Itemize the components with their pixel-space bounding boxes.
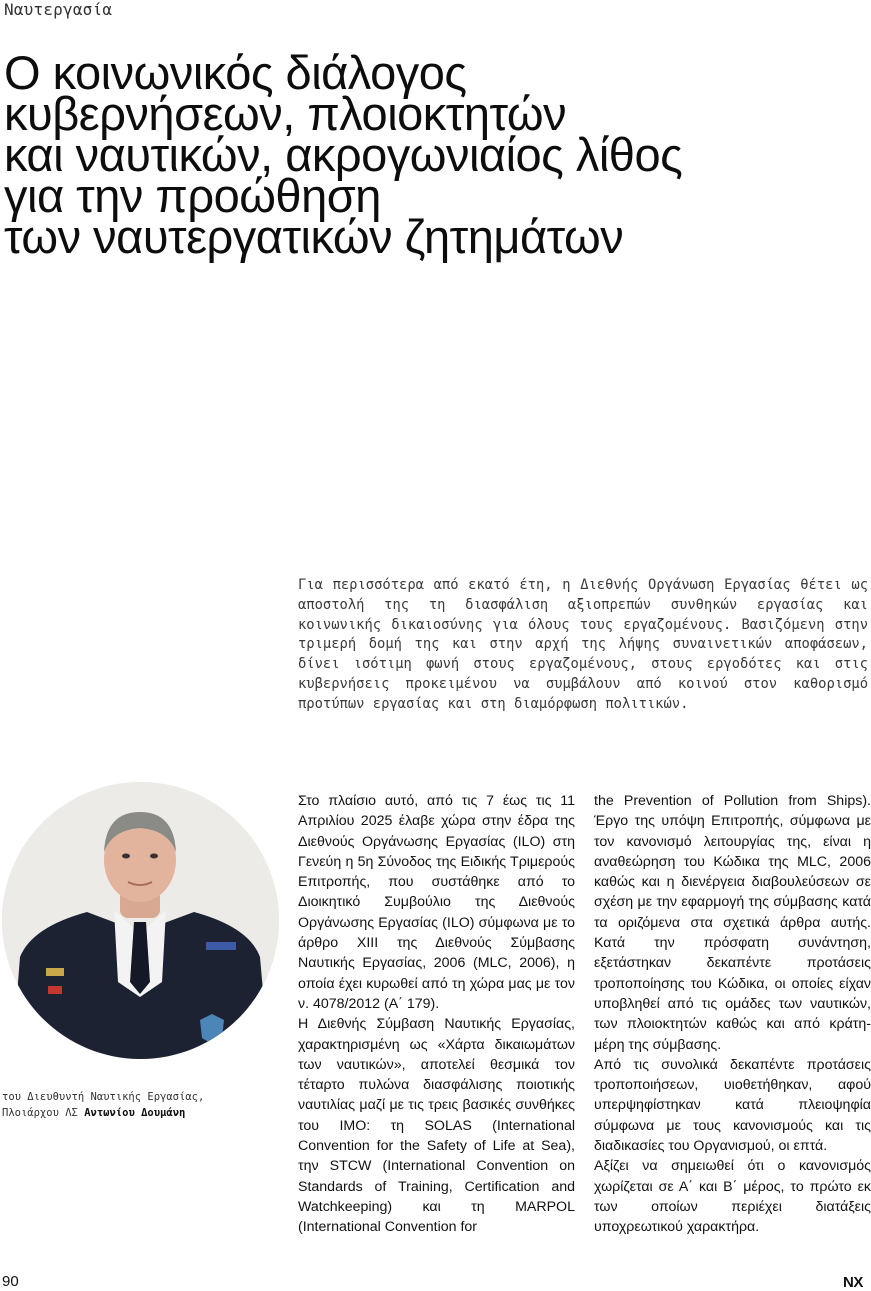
intro-paragraph: Για περισσότερα από εκατό έτη, η Διεθνής Οργάνωση Εργασίας θέτει ως αποστολή της τη διασφάλιση αξιοπρεπών συνθηκών εργασίας και κοινωνικής δικαιοσύνης για όλους τους εργαζομένους. Βασιζόμενη στην τριμερή δομή της και στην αρχή της λήψης συναινετικών αποφάσεων, δίνει ισότιμη φωνή στους εργαζομένους, στους εργοδότες και στις κυβερνήσεις προκειμένου να συμβάλουν από κοινού στον καθορισμό προτύπων εργασίας και στη διαμόρφωση πολιτικών. (298, 577, 868, 712)
title-line: των ναυτεργατικών ζητημάτων (4, 210, 624, 263)
body-column-1 (298, 791, 575, 1238)
paragraph: Στο πλαίσιο αυτό, από τις 7 έως τις 11 Απριλίου 2025 έλαβε χώρα στην έδρα της Διεθνούς Οργάνωσης Εργασίας (ILO) στη Γενεύη η 5η Σύνοδος της Ειδικής Τριμερούς Επιτροπής, που συστάθηκε από το Διοικητικό Συμβούλιο της Διεθνούς Οργάνωσης Εργασίας (ILO) σύμφωνα με το άρθρο XIII της Διεθνούς Σύμβασης Ναυτικής Εργασίας, 2006 (MLC, 2006), η οποία έχει κυρωθεί από τη χώρα μας με τον ν. 4078/2012 (Α΄ 179). (298, 793, 575, 1012)
paragraph: Αξίζει να σημειωθεί ότι ο κανονισμός χωρίζεται σε Α΄ και Β΄ μέρος, το πρώτο εκ των οποίων περιέχει διατάξεις υποχρεωτικού χαρακτήρα. (594, 1158, 871, 1236)
page-number: 90 (2, 1273, 19, 1290)
paragraph: Από τις συνολικά δεκαπέντε προτάσεις τροποποιήσεων, υιοθετήθηκαν, αφού υπερψηφίστηκαν κατά πλειοψηφία σύμφωνα με τους κανονισμούς και τις διαδικασίες του Οργανισμού, οι επτά. (594, 1056, 871, 1155)
body-column-2 (594, 791, 871, 1238)
title-line: για την προώθηση (4, 169, 381, 222)
title-line: Ο κοινωνικός διάλογος (4, 46, 467, 99)
paragraph: the Prevention of Pollution from Ships). Έργο της υπόψη Επιτροπής, σύμφωνα με τον κανονισμό λειτουργίας της, είναι η αναθεώρηση του Κώδικα της MLC, 2006 καθώς και η διενέργεια διαβουλεύσεων σε σχέση με την εφαρμογή της σύμβασης κατά τα οριζόμενα στα σχετικά άρθρα αυτής. Κατά την πρόσφατη συνάντηση, εξετάστηκαν δεκαπέντε προτάσεις τροποποίησης του Κώδικα, οι οποίες είχαν υποβληθεί από τις ομάδες των ναυτικών, των πλοιοκτητών καθώς και από κράτη-μέρη της σύμβασης. (594, 793, 871, 1053)
magazine-logo: NX (843, 1274, 863, 1291)
portrait-photo-icon (2, 782, 279, 1059)
title-line: κυβερνήσεων, πλοιοκτητών (4, 87, 567, 140)
photo-caption (2, 1089, 262, 1121)
paragraph: Η Διεθνής Σύμβαση Ναυτικής Εργασίας, χαρακτηρισμένη ως «Χάρτα δικαιωμάτων των ναυτικών», αποτελεί θεσμικά τον τέταρτο πυλώνα διασφάλισης ποιοτικής ναυτιλίας μαζί με τις τρεις βασικές συνθήκες του IMO: τη SOLAS (International Convention for the Safety of Life at Sea), την STCW (International Convention on Standards of Training, Certification and Watchkeeping) και τη MARPOL (International Convention for (298, 1016, 575, 1236)
caption-name: Αντωνίου Δουμάνη (84, 1107, 186, 1119)
article-title (4, 46, 864, 263)
caption-title: του Διευθυντή Ναυτικής Εργασίας, Πλοιάρχου ΛΣ (2, 1091, 205, 1119)
portrait-photo (2, 782, 279, 1059)
section-label: Ναυτεργασία (4, 0, 113, 19)
title-line: και ναυτικών, ακρογωνιαίος λίθος (4, 128, 683, 181)
